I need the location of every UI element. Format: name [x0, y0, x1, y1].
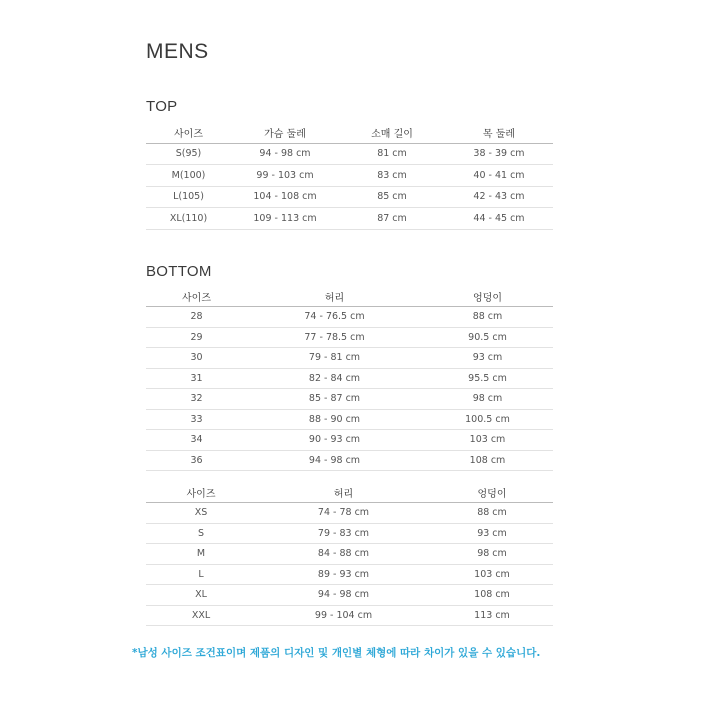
column-header: 엉덩이: [431, 483, 553, 503]
table-cell: 82 - 84 cm: [247, 368, 422, 389]
table-cell: XL: [146, 585, 256, 606]
table-row: [146, 307, 553, 328]
table-row: [146, 165, 553, 187]
table-cell: 36: [146, 450, 247, 471]
table-cell: 42 - 43 cm: [445, 186, 553, 208]
table-cell: 31: [146, 368, 247, 389]
table-cell: 94 - 98 cm: [256, 585, 431, 606]
page-title: MENS: [146, 40, 209, 63]
table-cell: 89 - 93 cm: [256, 564, 431, 585]
table-cell: 28: [146, 307, 247, 328]
table-cell: XS: [146, 503, 256, 524]
table-cell: 94 - 98 cm: [231, 143, 339, 165]
table-cell: 77 - 78.5 cm: [247, 327, 422, 348]
table-cell: 79 - 83 cm: [256, 523, 431, 544]
table-row: [146, 503, 553, 524]
table-cell: 85 - 87 cm: [247, 389, 422, 410]
table-row: [146, 409, 553, 430]
table-cell: 108 cm: [431, 585, 553, 606]
table-cell: M(100): [146, 165, 231, 187]
top-size-table: [146, 122, 553, 230]
table-row: [146, 430, 553, 451]
table-cell: M: [146, 544, 256, 565]
table-cell: 93 cm: [422, 348, 553, 369]
table-cell: 32: [146, 389, 247, 410]
table-cell: 79 - 81 cm: [247, 348, 422, 369]
table-row: [146, 585, 553, 606]
table-cell: 74 - 78 cm: [256, 503, 431, 524]
table-cell: S(95): [146, 143, 231, 165]
table-cell: 33: [146, 409, 247, 430]
table-cell: S: [146, 523, 256, 544]
table-cell: 113 cm: [431, 605, 553, 626]
table-cell: XL(110): [146, 208, 231, 230]
column-header: 사이즈: [146, 287, 247, 307]
table-cell: 99 - 104 cm: [256, 605, 431, 626]
column-header: 허리: [247, 287, 422, 307]
table-cell: 74 - 76.5 cm: [247, 307, 422, 328]
table-cell: 90.5 cm: [422, 327, 553, 348]
table-row: [146, 208, 553, 230]
table-cell: 104 - 108 cm: [231, 186, 339, 208]
table-cell: 95.5 cm: [422, 368, 553, 389]
table-row: [146, 564, 553, 585]
table-row: [146, 186, 553, 208]
table-row: [146, 523, 553, 544]
table-cell: 103 cm: [422, 430, 553, 451]
top-section-heading: TOP: [146, 98, 178, 115]
table-header-row: [146, 287, 553, 307]
size-disclaimer-note: *남성 사이즈 조건표이며 제품의 디자인 및 개인별 체형에 따라 차이가 있을 수 있습니다.: [132, 647, 541, 659]
table-row: [146, 544, 553, 565]
table-cell: 88 - 90 cm: [247, 409, 422, 430]
table-cell: L(105): [146, 186, 231, 208]
column-header: 목 둘레: [445, 122, 553, 143]
column-header: 소매 길이: [339, 122, 445, 143]
table-cell: 100.5 cm: [422, 409, 553, 430]
table-cell: 87 cm: [339, 208, 445, 230]
table-cell: L: [146, 564, 256, 585]
column-header: 사이즈: [146, 122, 231, 143]
table-cell: 83 cm: [339, 165, 445, 187]
table-cell: 108 cm: [422, 450, 553, 471]
table-cell: 40 - 41 cm: [445, 165, 553, 187]
table-cell: 94 - 98 cm: [247, 450, 422, 471]
table-cell: XXL: [146, 605, 256, 626]
table-header-row: [146, 483, 553, 503]
table-row: [146, 327, 553, 348]
table-cell: 109 - 113 cm: [231, 208, 339, 230]
table-row: [146, 143, 553, 165]
table-cell: 88 cm: [431, 503, 553, 524]
table-cell: 38 - 39 cm: [445, 143, 553, 165]
bottom-size-table: [146, 287, 553, 471]
table-header-row: [146, 122, 553, 143]
table-cell: 93 cm: [431, 523, 553, 544]
table-row: [146, 389, 553, 410]
table-cell: 99 - 103 cm: [231, 165, 339, 187]
table-cell: 98 cm: [431, 544, 553, 565]
bottom-section-heading: BOTTOM: [146, 263, 212, 280]
table-cell: 85 cm: [339, 186, 445, 208]
table-cell: 29: [146, 327, 247, 348]
column-header: 엉덩이: [422, 287, 553, 307]
table-row: [146, 450, 553, 471]
column-header: 가슴 둘레: [231, 122, 339, 143]
table-cell: 88 cm: [422, 307, 553, 328]
bottom-alpha-size-table: [146, 483, 553, 626]
table-cell: 84 - 88 cm: [256, 544, 431, 565]
table-cell: 103 cm: [431, 564, 553, 585]
table-cell: 34: [146, 430, 247, 451]
table-cell: 98 cm: [422, 389, 553, 410]
table-cell: 44 - 45 cm: [445, 208, 553, 230]
table-row: [146, 605, 553, 626]
table-row: [146, 348, 553, 369]
column-header: 허리: [256, 483, 431, 503]
table-cell: 90 - 93 cm: [247, 430, 422, 451]
table-cell: 30: [146, 348, 247, 369]
column-header: 사이즈: [146, 483, 256, 503]
table-row: [146, 368, 553, 389]
table-cell: 81 cm: [339, 143, 445, 165]
